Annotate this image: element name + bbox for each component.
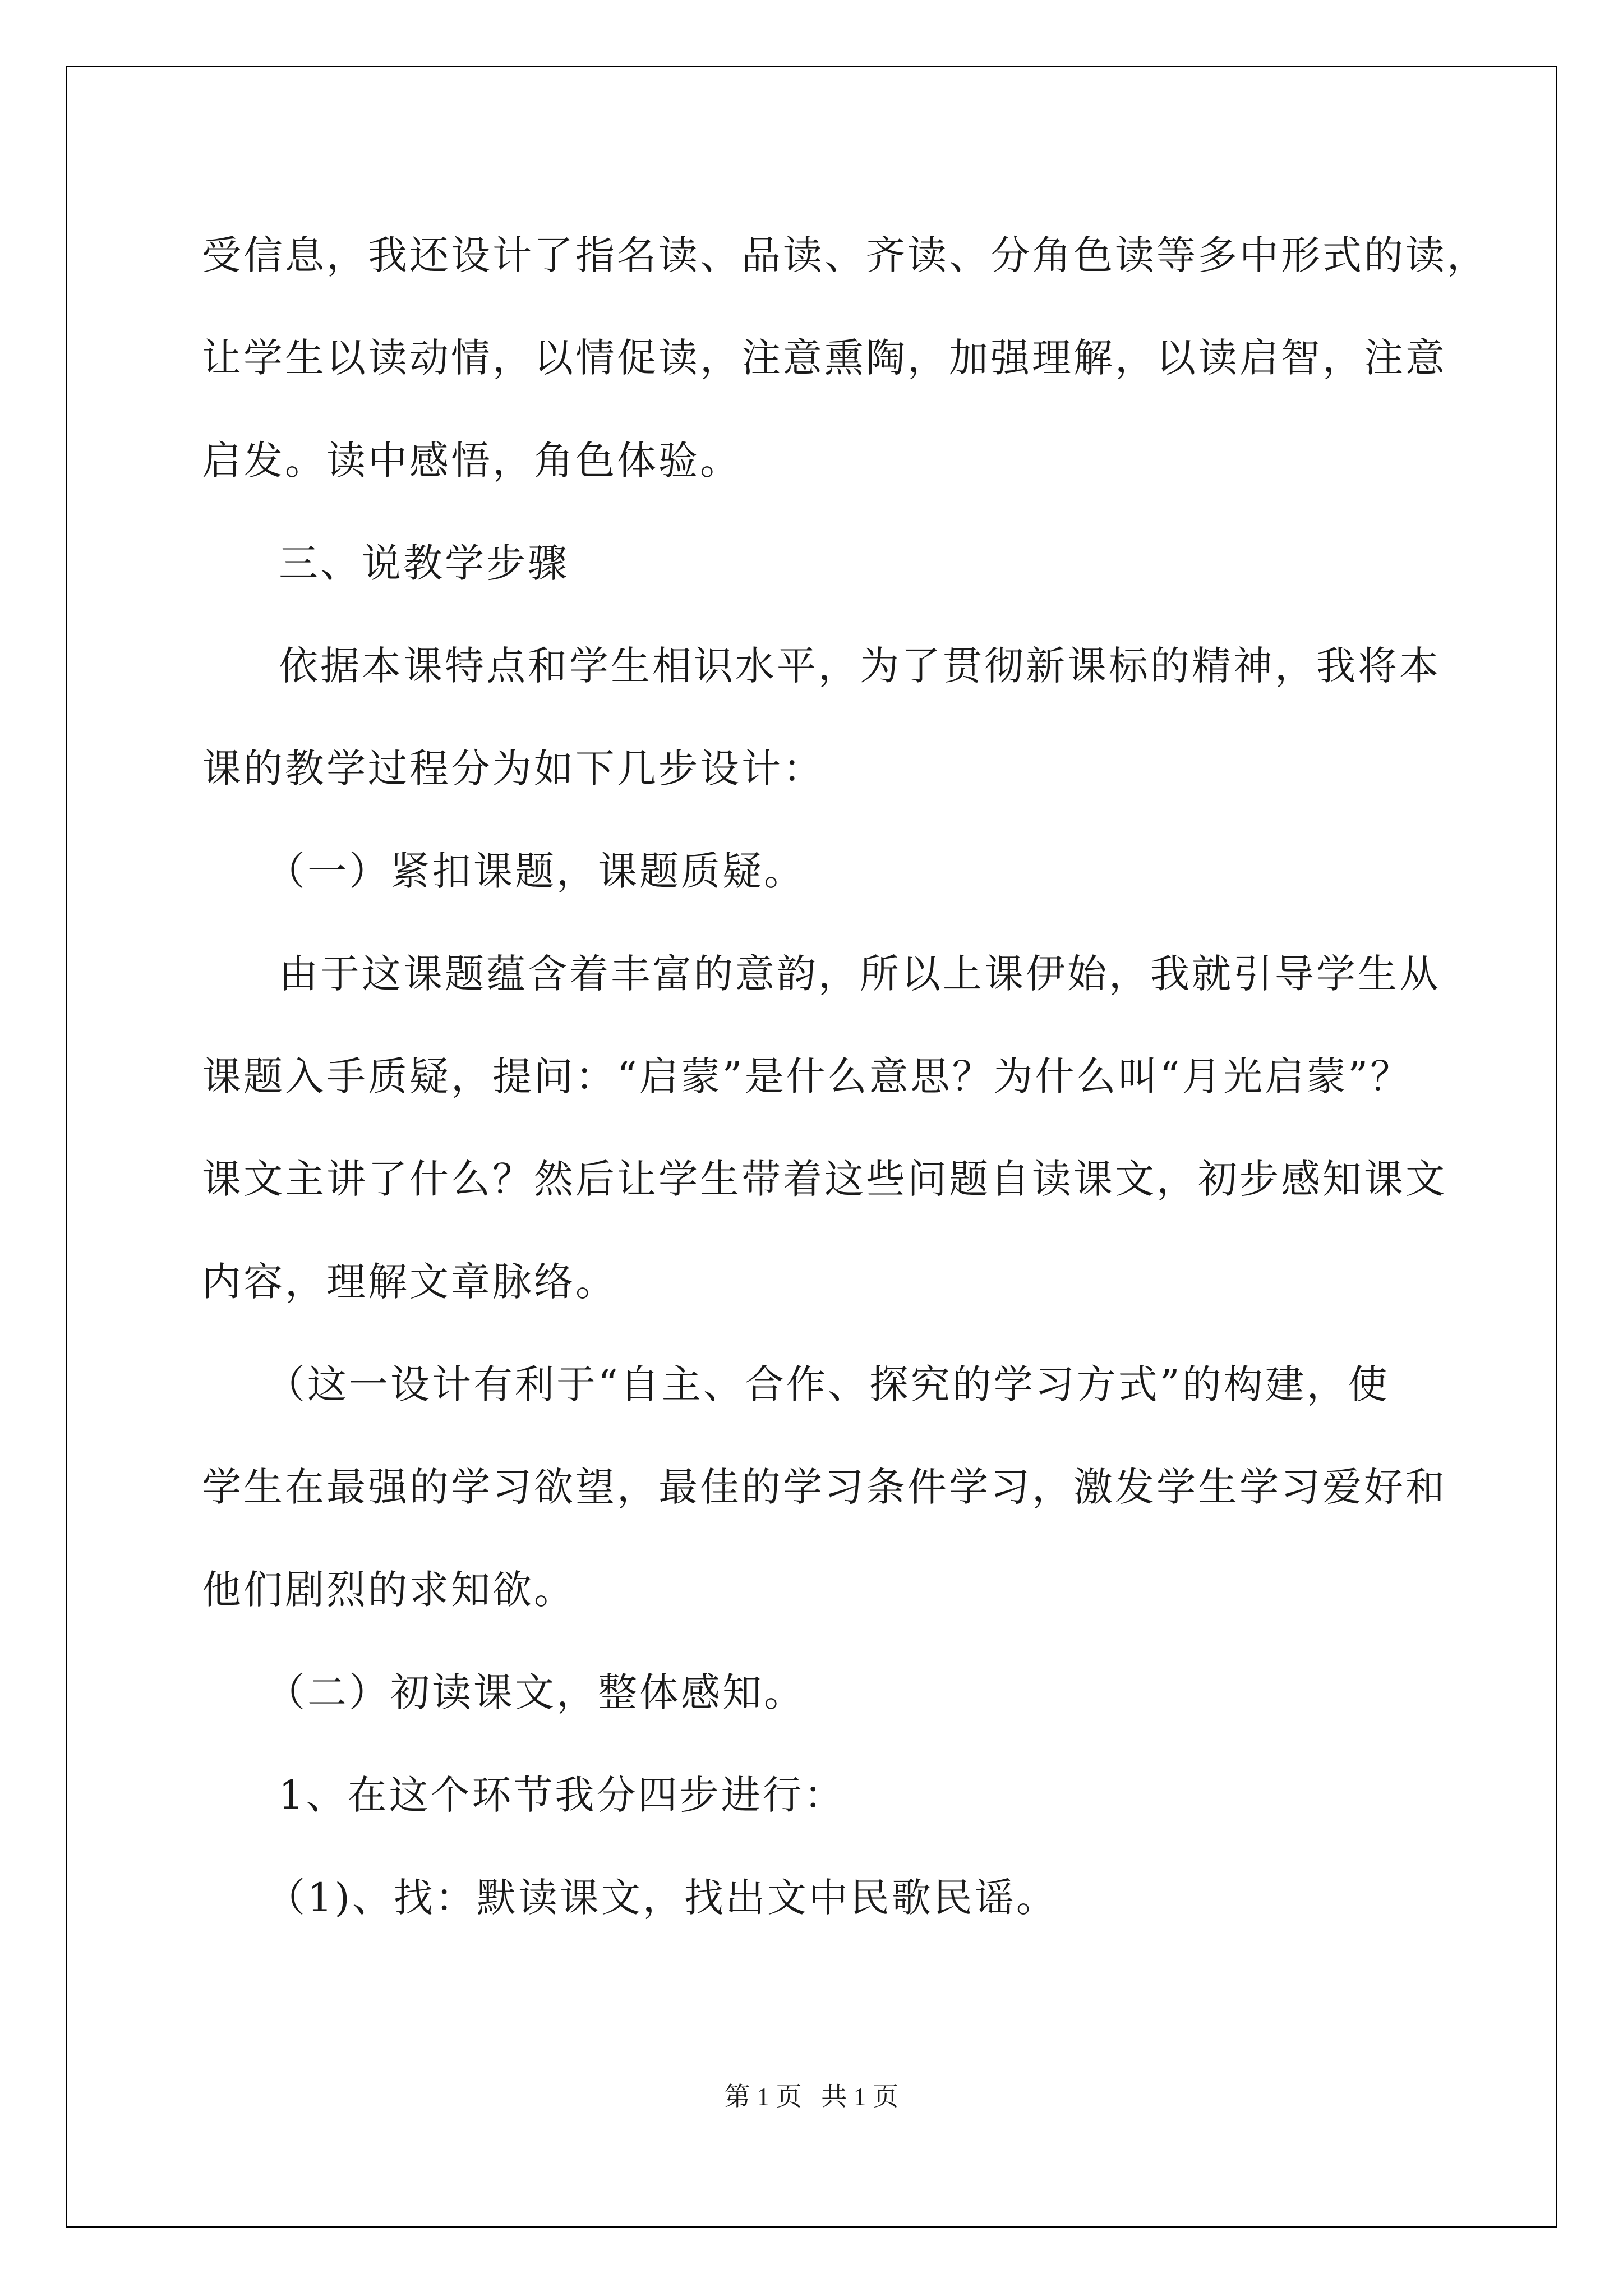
text-line: 他们剧烈的求知欲。 xyxy=(202,1567,575,1613)
text-line: 课文主讲了什么？然后让学生带着这些问题自读课文，初步感知课文 xyxy=(202,1156,1447,1202)
list-item: 1、在这个环节我分四步进行： xyxy=(279,1772,846,1818)
text-line: 受信息，我还设计了指名读、品读、齐读、分角色读等多中形式的读， xyxy=(202,232,1488,278)
text-line: 学生在最强的学习欲望，最佳的学习条件学习，激发学生学习爱好和 xyxy=(202,1464,1447,1510)
text-line: 课题入手质疑，提问：“启蒙”是什么意思？为什么叫“月光启蒙”？ xyxy=(202,1053,1412,1099)
list-item: （1)、找：默读课文，找出文中民歌民谣。 xyxy=(266,1875,1058,1921)
subsection-heading: （一）紧扣课题，课题质疑。 xyxy=(266,848,805,894)
section-heading: 三、说教学步骤 xyxy=(279,540,569,586)
text-line: 内容，理解文章脉络。 xyxy=(202,1259,617,1305)
text-line: （这一设计有利于“自主、合作、探究的学习方式”的构建，使 xyxy=(266,1361,1390,1407)
page-footer: 第 1 页 共 1 页 xyxy=(724,2082,899,2111)
text-line: 依据本课特点和学生相识水平，为了贯彻新课标的精神，我将本 xyxy=(279,643,1441,689)
subsection-heading: （二）初读课文，整体感知。 xyxy=(266,1669,805,1715)
text-line: 让学生以读动情，以情促读，注意熏陶，加强理解，以读启智，注意 xyxy=(202,335,1447,381)
text-line: 课的教学过程分为如下几步设计： xyxy=(202,746,824,792)
text-line: 启发。读中感悟，角色体验。 xyxy=(202,438,741,484)
text-line: 由于这课题蕴含着丰富的意韵，所以上课伊始，我就引导学生从 xyxy=(279,951,1441,997)
